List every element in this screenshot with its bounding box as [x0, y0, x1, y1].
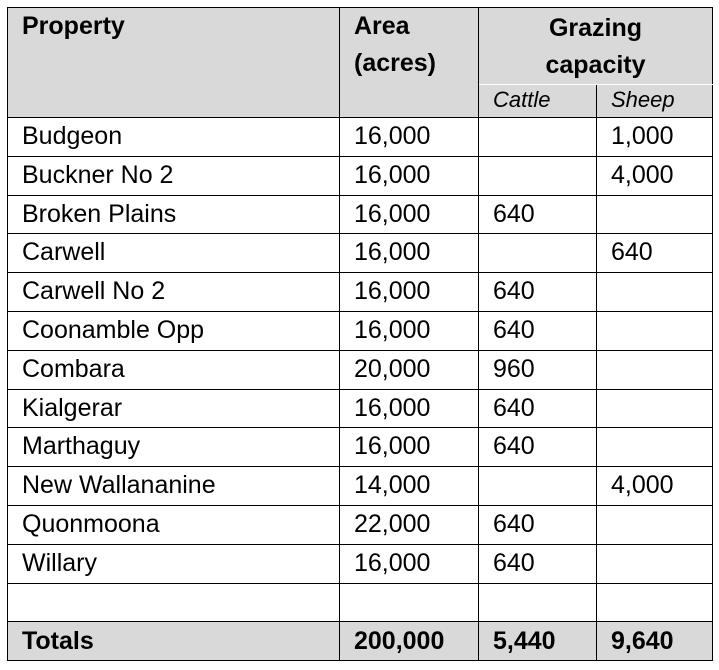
table-row	[8, 311, 713, 350]
cell-property	[8, 583, 340, 622]
cell-property: Willary	[8, 544, 340, 583]
cell-area: 16,000	[340, 118, 479, 157]
cell-area: 16,000	[340, 234, 479, 273]
cell-property: Combara	[8, 350, 340, 389]
cell-area: 16,000	[340, 273, 479, 312]
table-row	[8, 195, 713, 234]
cell-property: Buckner No 2	[8, 156, 340, 195]
cell-cattle	[479, 467, 597, 506]
cell-property: Broken Plains	[8, 195, 340, 234]
grazing-capacity-table	[7, 7, 713, 661]
totals-label: Totals	[8, 622, 340, 661]
cell-sheep	[597, 583, 713, 622]
cell-cattle: 640	[479, 273, 597, 312]
totals-area: 200,000	[340, 622, 479, 661]
table-body	[8, 118, 713, 622]
cell-area: 16,000	[340, 156, 479, 195]
cell-sheep: 4,000	[597, 156, 713, 195]
cell-cattle: 640	[479, 544, 597, 583]
table-header	[8, 8, 713, 118]
cell-sheep: 4,000	[597, 467, 713, 506]
cell-sheep	[597, 544, 713, 583]
cell-cattle: 960	[479, 350, 597, 389]
cell-area: 22,000	[340, 505, 479, 544]
cell-sheep	[597, 311, 713, 350]
cell-area: 16,000	[340, 544, 479, 583]
cell-sheep	[597, 428, 713, 467]
cell-area: 16,000	[340, 311, 479, 350]
cell-area: 14,000	[340, 467, 479, 506]
table-footer	[8, 622, 713, 661]
cell-cattle	[479, 583, 597, 622]
header-grazing-capacity	[479, 8, 713, 85]
cell-cattle	[479, 156, 597, 195]
table-row	[8, 544, 713, 583]
cell-cattle: 640	[479, 505, 597, 544]
cell-sheep	[597, 273, 713, 312]
cell-area: 16,000	[340, 428, 479, 467]
cell-cattle: 640	[479, 428, 597, 467]
cell-property: Carwell No 2	[8, 273, 340, 312]
cell-sheep	[597, 389, 713, 428]
cell-cattle	[479, 118, 597, 157]
table-row	[8, 350, 713, 389]
header-grazing-line2: capacity	[545, 51, 646, 79]
cell-cattle	[479, 234, 597, 273]
cell-area: 16,000	[340, 389, 479, 428]
table-row	[8, 156, 713, 195]
cell-property: Budgeon	[8, 118, 340, 157]
header-area	[340, 8, 479, 118]
totals-sheep: 9,640	[597, 622, 713, 661]
cell-area: 20,000	[340, 350, 479, 389]
table-row	[8, 505, 713, 544]
header-cattle: Cattle	[479, 85, 597, 118]
cell-area: 16,000	[340, 195, 479, 234]
header-area-line1: Area	[354, 12, 410, 40]
header-property: Property	[8, 8, 340, 118]
table-row	[8, 389, 713, 428]
cell-property: New Wallananine	[8, 467, 340, 506]
table-row	[8, 583, 713, 622]
cell-sheep	[597, 350, 713, 389]
header-grazing-line1: Grazing	[548, 14, 643, 42]
cell-sheep: 640	[597, 234, 713, 273]
cell-cattle: 640	[479, 389, 597, 428]
cell-sheep: 1,000	[597, 118, 713, 157]
table-row	[8, 273, 713, 312]
cell-property: Quonmoona	[8, 505, 340, 544]
cell-sheep	[597, 505, 713, 544]
cell-sheep	[597, 195, 713, 234]
cell-cattle: 640	[479, 195, 597, 234]
cell-property: Kialgerar	[8, 389, 340, 428]
table-row	[8, 428, 713, 467]
cell-area	[340, 583, 479, 622]
table-row	[8, 118, 713, 157]
table-row	[8, 234, 713, 273]
cell-property: Marthaguy	[8, 428, 340, 467]
header-sheep: Sheep	[597, 85, 713, 118]
cell-cattle: 640	[479, 311, 597, 350]
totals-cattle: 5,440	[479, 622, 597, 661]
header-area-line2: (acres)	[354, 49, 436, 77]
cell-property: Coonamble Opp	[8, 311, 340, 350]
cell-property: Carwell	[8, 234, 340, 273]
totals-row	[8, 622, 713, 661]
table-row	[8, 467, 713, 506]
